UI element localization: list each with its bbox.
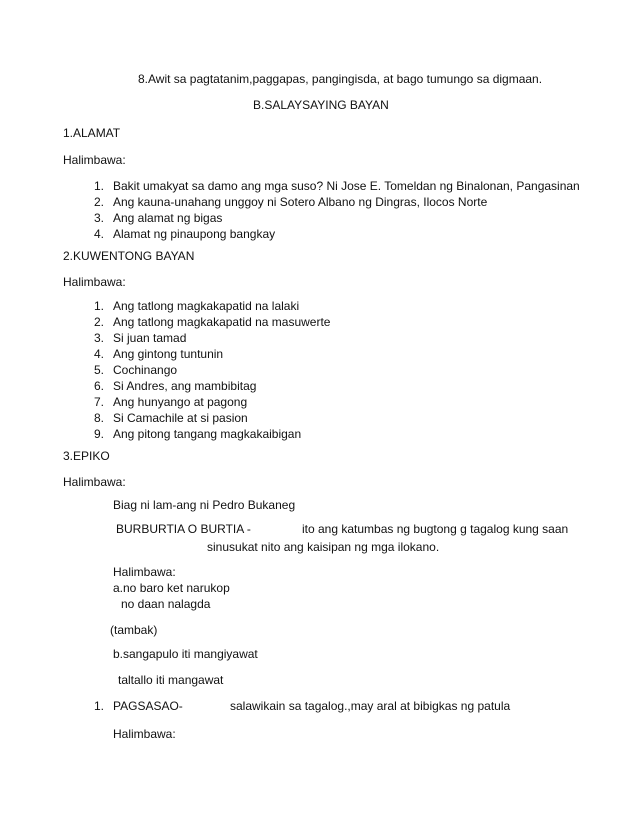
list-text: Bakit umakyat sa damo ang mga suso? Ni Jose E. Tomeldan ng Binalonan, Pangasinan xyxy=(113,179,580,193)
list-text: Alamat ng pinaupong bangkay xyxy=(113,227,276,241)
section-title: B.SALAYSAYING BAYAN xyxy=(253,98,389,112)
list-text: Ang hunyango at pagong xyxy=(113,395,248,409)
riddle-b-line-2: taltallo iti mangawat xyxy=(118,673,224,687)
list-number: 9. xyxy=(93,427,104,441)
list-text: Ang tatlong magkakapatid na masuwerte xyxy=(113,315,331,329)
riddle-b-line-1: b.sangapulo iti mangiyawat xyxy=(113,647,258,661)
list-text: Ang alamat ng bigas xyxy=(113,211,223,225)
list-number: 3. xyxy=(93,331,104,345)
list-number: 1. xyxy=(93,299,104,313)
burburtia-term: BURBURTIA O BURTIA - xyxy=(116,522,251,536)
list-text: Si Andres, ang mambibitag xyxy=(113,379,257,393)
intro-line: 8.Awit sa pagtatanim,paggapas, pangingisda, at bago tumungo sa digmaan. xyxy=(138,72,543,86)
riddle-a-line-2: no daan nalagda xyxy=(121,597,211,611)
riddle-a-answer: (tambak) xyxy=(110,623,158,637)
list-number: 5. xyxy=(93,363,104,377)
list-number: 7. xyxy=(93,395,104,409)
burburtia-definition-line-2: sinusukat nito ang kaisipan ng mga ilokano. xyxy=(207,540,440,554)
list-number: 6. xyxy=(93,379,104,393)
riddle-a-line-1: a.no baro ket narukop xyxy=(113,581,230,595)
list-number: 8. xyxy=(93,411,104,425)
epiko-heading: 3.EPIKO xyxy=(63,449,110,463)
list-number: 3. xyxy=(93,211,104,225)
list-text: Cochinango xyxy=(113,363,178,377)
list-text: Ang gintong tuntunin xyxy=(113,347,224,361)
alamat-heading: 1.ALAMAT xyxy=(63,126,121,140)
epiko-example-label: Halimbawa: xyxy=(63,475,126,489)
alamat-example-label: Halimbawa: xyxy=(63,153,126,167)
list-number: 2. xyxy=(93,315,104,329)
riddle-example-label: Halimbawa: xyxy=(113,565,176,579)
list-text: Si juan tamad xyxy=(113,331,187,345)
list-number: 4. xyxy=(93,347,104,361)
kuwentong-bayan-heading: 2.KUWENTONG BAYAN xyxy=(63,249,195,263)
epic-example: Biag ni lam-ang ni Pedro Bukaneg xyxy=(113,498,296,512)
list-number: 1. xyxy=(93,179,104,193)
pagsasao-term: PAGSASAO- xyxy=(113,699,183,713)
list-text: Si Camachile at si pasion xyxy=(113,411,248,425)
list-text: Ang kauna-unahang unggoy ni Sotero Albano ng Dingras, Ilocos Norte xyxy=(113,195,488,209)
list-text: Ang tatlong magkakapatid na lalaki xyxy=(113,299,300,313)
list-number: 1. xyxy=(93,699,104,713)
pagsasao-definition: salawikain sa tagalog.,may aral at bibigkas ng patula xyxy=(230,699,511,713)
list-number: 2. xyxy=(93,195,104,209)
burburtia-definition-line-1: ito ang katumbas ng bugtong g tagalog kung saan xyxy=(302,522,569,536)
list-text: Ang pitong tangang magkakaibigan xyxy=(113,427,302,441)
kuwentong-bayan-example-label: Halimbawa: xyxy=(63,275,126,289)
list-number: 4. xyxy=(93,227,104,241)
pagsasao-example-label: Halimbawa: xyxy=(113,727,176,741)
